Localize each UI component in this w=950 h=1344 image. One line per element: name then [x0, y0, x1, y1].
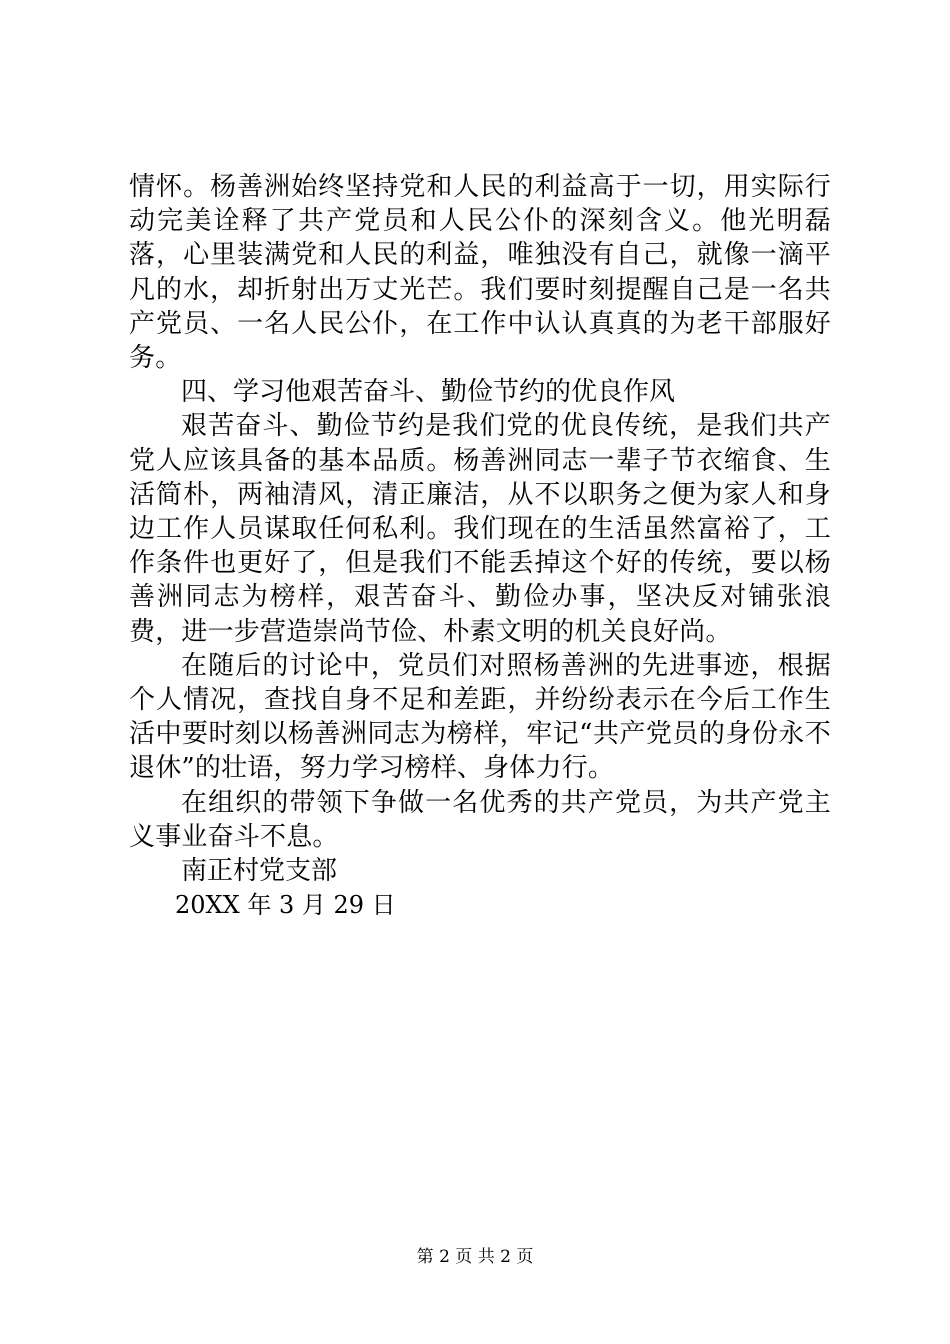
document-body	[129, 170, 831, 922]
page-footer: 第 2 页 共 2 页	[416, 1247, 534, 1267]
paragraph-continuation: 情怀。杨善洲始终坚持党和人民的利益高于一切，用实际行动完美诠释了共产党员和人民公仆的深刻含义。他光明磊落，心里装满党和人民的利益，唯独没有自己，就像一滴平凡的水，却折射出万丈光芒。我们要时刻提醒自己是一名共产党员、一名人民公仆，在工作中认认真真的为老干部服好务。	[129, 172, 831, 374]
signature-date: 20XX 年 3 月 29 日	[175, 891, 396, 920]
paragraph-hard-work: 艰苦奋斗、勤俭节约是我们党的优良传统，是我们共产党人应该具备的基本品质。杨善洲同志一辈子节衣缩食、生活简朴，两袖清风，清正廉洁，从不以职务之便为家人和身边工作人员谋取任何私利。我们现在的生活虽然富裕了，工作条件也更好了，但是我们不能丢掉这个好的传统，要以杨善洲同志为榜样，艰苦奋斗、勤俭办事，坚决反对铺张浪费，进一步营造崇尚节俭、朴素文明的机关良好尚。	[129, 411, 831, 647]
section-heading-four: 四、学习他艰苦奋斗、勤俭节约的优良作风	[181, 377, 676, 408]
paragraph-closing: 在组织的带领下争做一名优秀的共产党员，为共产党主义事业奋斗不息。	[129, 787, 831, 852]
paragraph-discussion: 在随后的讨论中，党员们对照杨善洲的先进事迹，根据个人情况，查找自身不足和差距，并纷纷表示在今后工作生活中要时刻以杨善洲同志为榜样，牢记“共产党员的身份永不退休”的壮语，努力学习榜样、身体力行。	[129, 650, 831, 784]
signature-organization: 南正村党支部	[181, 856, 338, 887]
